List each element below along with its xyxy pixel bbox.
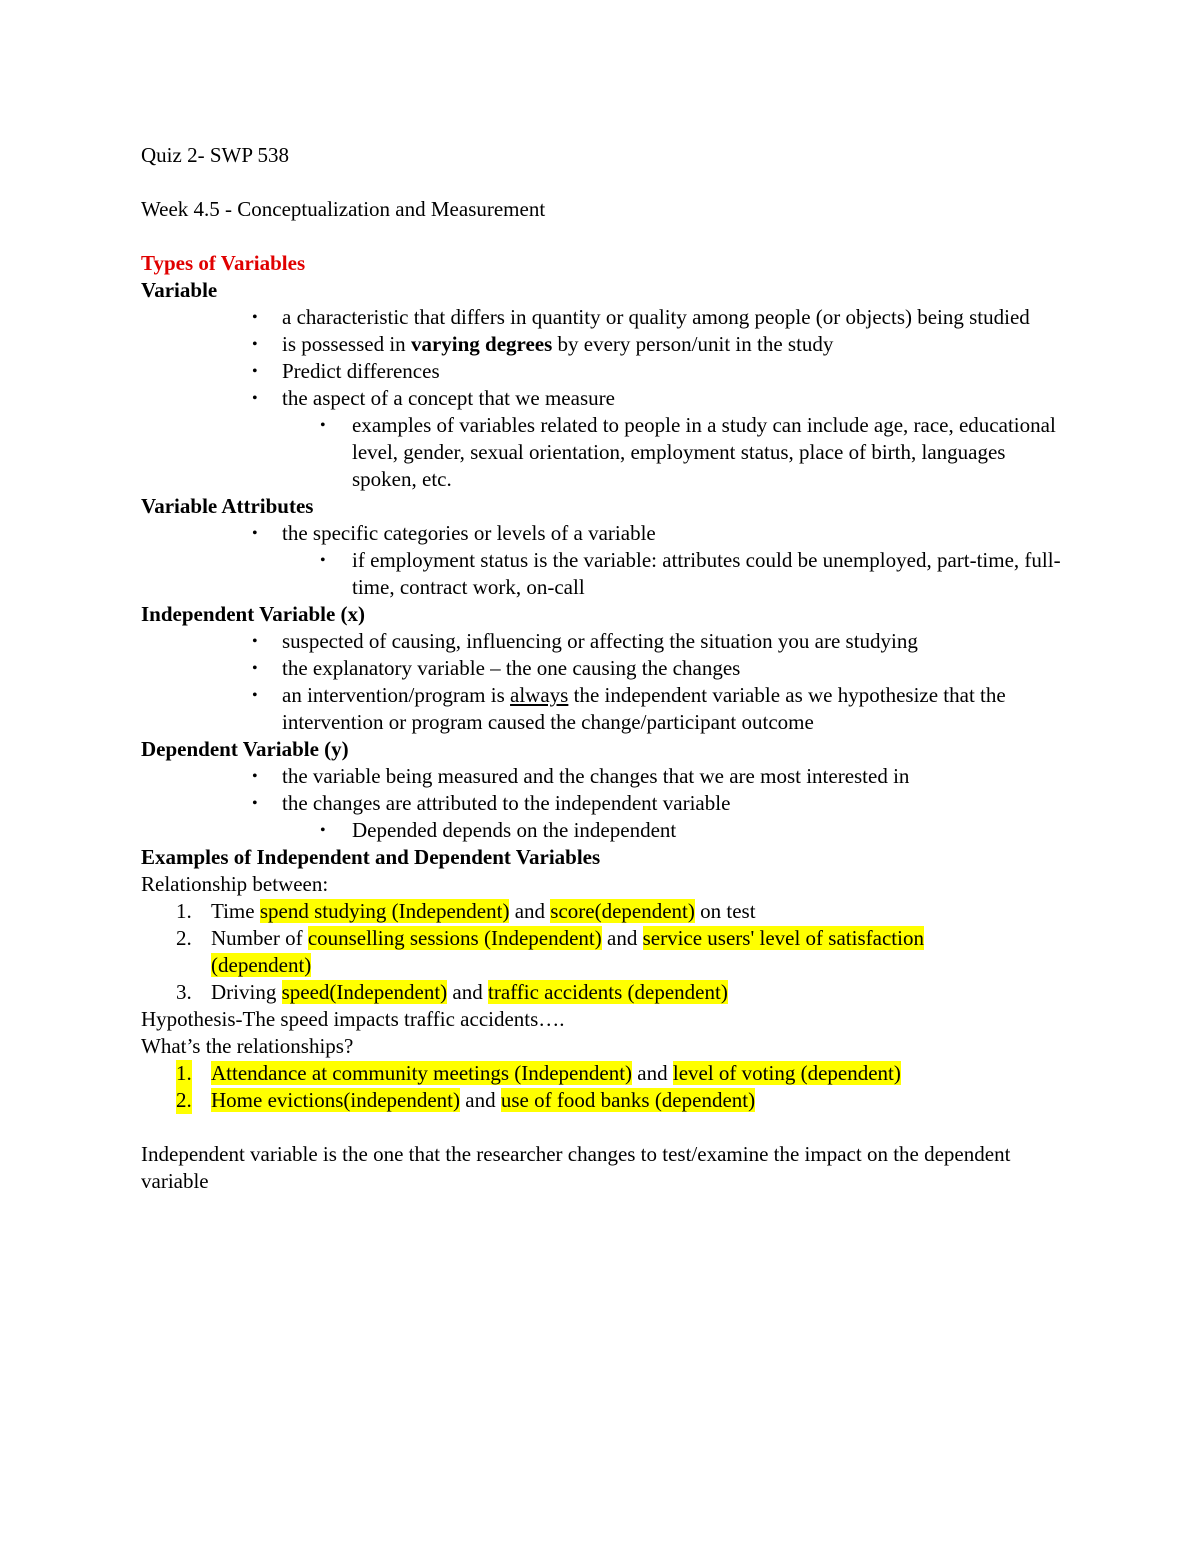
examples-list-2: [141, 1060, 1071, 1114]
list-item: 1. Attendance at community meetings (Independent) and level of voting (dependent): [176, 1061, 901, 1085]
bullet-icon: •: [252, 687, 258, 704]
variable-list: [141, 304, 1071, 493]
list-item: • the changes are attributed to the independent variable: [252, 791, 731, 815]
attributes-heading: Variable Attributes: [141, 494, 314, 518]
bullet-icon: •: [252, 660, 258, 677]
bullet-icon: •: [252, 633, 258, 650]
list-item: 2. Number of counselling sessions (Independent) and service users' level of satisfaction (dependent): [176, 926, 924, 977]
list-item: 3. Driving speed(Independent) and traffic accidents (dependent): [176, 980, 728, 1004]
bullet-icon: •: [320, 417, 326, 434]
document-content: [141, 142, 1071, 1195]
bullet-icon: •: [252, 390, 258, 407]
question-text: What’s the relationships?: [141, 1034, 354, 1058]
examples-heading: Examples of Independent and Dependent Variables: [141, 845, 601, 869]
list-item: • examples of variables related to people in a study can include age, race, educational level, gender, sexual orientation, employment status, place of birth, languages spoken, etc.: [320, 413, 1056, 491]
bullet-icon: •: [252, 363, 258, 380]
examples-intro: Relationship between:: [141, 872, 329, 896]
list-item: • if employment status is the variable: attributes could be unemployed, part-time, full-time, contract work, on-call: [320, 548, 1061, 599]
independent-list: [141, 628, 1071, 736]
dependent-heading: Dependent Variable (y): [141, 737, 349, 761]
list-item: • Predict differences: [252, 359, 440, 383]
bullet-icon: •: [252, 336, 258, 353]
dependent-list: [141, 763, 1071, 844]
examples-list: [141, 898, 1071, 1006]
attributes-list: [141, 520, 1071, 601]
section-heading: Types of Variables: [141, 251, 306, 275]
bullet-icon: •: [252, 768, 258, 785]
bullet-icon: •: [320, 822, 326, 839]
bullet-icon: •: [252, 525, 258, 542]
bullet-icon: •: [252, 795, 258, 812]
list-item: • suspected of causing, influencing or affecting the situation you are studying: [252, 629, 918, 653]
list-item: • is possessed in varying degrees by every person/unit in the study: [252, 332, 834, 356]
closing-text: Independent variable is the one that the researcher changes to test/examine the impact on the dependent variable: [141, 1142, 1011, 1193]
list-item: • a characteristic that differs in quantity or quality among people (or objects) being studied: [252, 305, 1030, 329]
list-item: • the specific categories or levels of a variable: [252, 521, 656, 545]
list-item: • an intervention/program is always the independent variable as we hypothesize that the intervention or program caused the change/participant outcome: [252, 683, 1006, 734]
week-title: Week 4.5 - Conceptualization and Measurement: [141, 197, 546, 221]
list-item: 2. Home evictions(independent) and use of food banks (dependent): [176, 1088, 756, 1112]
variable-heading: Variable: [141, 278, 218, 302]
doc-title: Quiz 2- SWP 538: [141, 143, 289, 167]
hypothesis-text: Hypothesis-The speed impacts traffic accidents….: [141, 1007, 565, 1031]
bullet-icon: •: [320, 552, 326, 569]
independent-heading: Independent Variable (x): [141, 602, 366, 626]
list-item: • Depended depends on the independent: [320, 818, 677, 842]
list-item: • the aspect of a concept that we measure: [252, 386, 615, 410]
list-item: • the explanatory variable – the one causing the changes: [252, 656, 741, 680]
bullet-icon: •: [252, 309, 258, 326]
list-item: 1. Time spend studying (Independent) and score(dependent) on test: [176, 899, 756, 923]
list-item: • the variable being measured and the changes that we are most interested in: [252, 764, 910, 788]
